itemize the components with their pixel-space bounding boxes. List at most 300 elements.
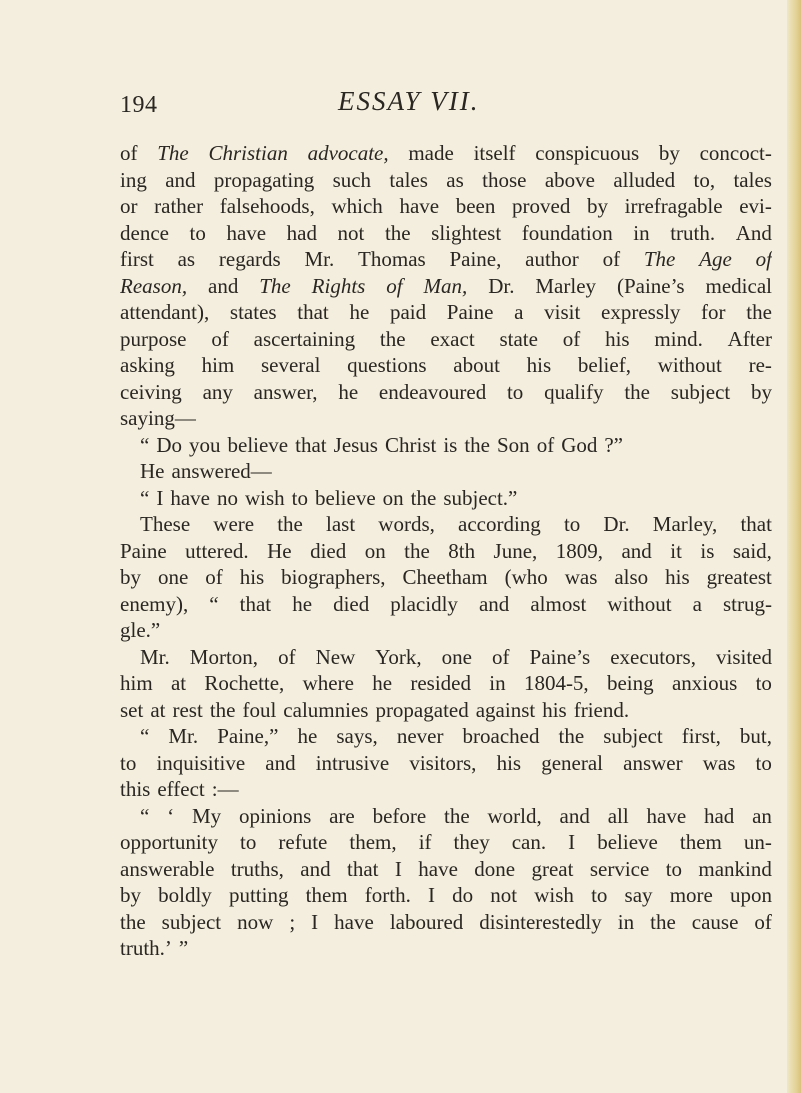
word: ing [120, 167, 147, 192]
word: believe [227, 432, 289, 457]
word: ascertaining [253, 326, 356, 351]
word: mankind [698, 856, 772, 881]
word: effect [157, 777, 205, 801]
word: say [624, 883, 653, 907]
word: his [665, 565, 690, 589]
word: by [658, 141, 680, 165]
word: itself [473, 141, 516, 165]
word: My [191, 803, 222, 828]
word: the [209, 697, 236, 722]
word: Jesus [333, 432, 378, 457]
word: set [120, 697, 144, 722]
text-line [120, 379, 772, 406]
italic-word: The [157, 141, 189, 165]
word: were [213, 512, 255, 536]
word: them, [349, 830, 397, 854]
word: visitors, [409, 750, 477, 775]
word: ceiving [120, 379, 182, 404]
word: he [338, 379, 359, 404]
word: visit [544, 300, 581, 324]
word: of [205, 565, 223, 589]
word: was [702, 750, 736, 775]
word: do [452, 883, 474, 907]
word: gle.” [120, 618, 161, 642]
word: executors, [610, 644, 696, 669]
word: boldly [158, 883, 212, 907]
text-line [120, 432, 772, 459]
word: the [444, 803, 470, 828]
word: the [746, 300, 772, 324]
word: that [239, 591, 272, 616]
word: to [120, 750, 137, 775]
word: 8th [448, 538, 476, 563]
italic-word: of [755, 247, 772, 271]
word: in [633, 220, 650, 245]
word: endeavoured [378, 379, 487, 404]
word: truth. [670, 220, 716, 245]
word: is [443, 432, 458, 457]
word: regards [218, 247, 281, 271]
word: world, [487, 803, 542, 828]
word: his [496, 750, 522, 775]
word: without [607, 591, 672, 616]
word: it [670, 538, 682, 563]
text-line [120, 776, 772, 803]
word: his [526, 353, 552, 377]
word: answer, [253, 379, 318, 404]
word: calumnies [283, 697, 369, 722]
word: states [229, 300, 277, 324]
word: that [297, 300, 329, 324]
word: “ [140, 724, 150, 748]
word: Paine [446, 300, 494, 324]
word: qualify [544, 379, 604, 404]
word: friend. [573, 697, 630, 722]
word: the [624, 379, 650, 404]
word: greatest [706, 565, 772, 589]
word: subject [161, 909, 222, 934]
word: rest [172, 697, 203, 722]
word: a [514, 300, 524, 324]
word: I [568, 830, 576, 854]
word: subject [603, 724, 663, 748]
word: resided [410, 671, 471, 695]
word: I [394, 856, 402, 881]
word: and [265, 750, 296, 775]
word: upon [729, 883, 772, 907]
text-line [120, 935, 772, 962]
word: ‘ [167, 803, 175, 828]
word: “ [209, 591, 219, 616]
word: of [278, 644, 296, 669]
word: he [349, 300, 370, 324]
word: “ [140, 803, 150, 828]
word: that [740, 512, 772, 536]
text-line [120, 617, 772, 644]
word: on [382, 485, 404, 510]
word: Mr. [140, 644, 170, 669]
word: ; [289, 909, 296, 934]
text-line [120, 829, 772, 856]
word: “ [140, 485, 150, 510]
word: “ [140, 432, 150, 457]
word: of [754, 909, 772, 934]
text-line [120, 273, 772, 300]
word: to [291, 485, 309, 510]
word: re- [748, 353, 772, 377]
word: After [727, 326, 772, 351]
word: broached [462, 724, 540, 748]
word: anxious [671, 671, 738, 695]
italic-word: advocate, [307, 141, 389, 165]
word: And [735, 220, 772, 245]
italic-word: of [386, 273, 403, 298]
word: the [277, 512, 303, 536]
word: great [531, 856, 574, 881]
word: 1809, [555, 538, 603, 563]
running-head: ESSAY VII. [338, 86, 480, 116]
text-line [120, 405, 772, 432]
word: to [755, 671, 772, 695]
word: Dr. [488, 273, 515, 298]
text-line [120, 591, 772, 618]
word: was [564, 565, 598, 589]
word: medical [705, 273, 772, 298]
text-line [120, 697, 772, 724]
word: uttered. [185, 538, 249, 563]
word: made [408, 141, 454, 165]
word: strug- [723, 591, 772, 616]
word: and [559, 803, 590, 828]
word: Paine, [449, 247, 502, 271]
italic-word: The [643, 247, 676, 271]
word: intrusive [315, 750, 390, 775]
text-line [120, 670, 772, 697]
word: state [499, 326, 538, 351]
word: Marley [535, 273, 597, 298]
word: answered— [171, 459, 272, 483]
text-line [120, 564, 772, 591]
word: believe [597, 830, 658, 854]
word: of [536, 432, 555, 457]
word: being [606, 671, 654, 695]
word: at [150, 697, 166, 722]
body-text [120, 140, 772, 962]
word: not [337, 220, 365, 245]
word: He [267, 538, 292, 563]
word: concoct- [699, 141, 772, 165]
word: to [591, 883, 608, 907]
word: before [372, 803, 427, 828]
word: the [410, 485, 437, 510]
word: forth. [364, 883, 411, 907]
page-header [120, 86, 770, 120]
text-line [120, 458, 772, 485]
word: done [474, 856, 516, 881]
text-line [120, 140, 772, 167]
word: belief, [577, 353, 631, 377]
italic-word: Christian [208, 141, 288, 165]
word: have [226, 220, 267, 245]
word: of [492, 644, 510, 669]
word: which [331, 194, 383, 218]
word: and [165, 167, 196, 192]
text-line [120, 856, 772, 883]
word: have [334, 909, 374, 934]
word: more [669, 883, 713, 907]
word: I [156, 485, 164, 510]
word: the [650, 909, 676, 934]
word: putting [228, 883, 289, 907]
word: as [177, 247, 196, 271]
text-line [120, 220, 772, 247]
word: to [189, 220, 206, 245]
word: to [563, 512, 581, 536]
text-line [120, 246, 772, 273]
text-line [120, 803, 772, 830]
word: on [364, 538, 386, 563]
word: several [260, 353, 321, 377]
word: refute [278, 830, 328, 854]
word: as [446, 167, 464, 192]
word: author [525, 247, 579, 271]
word: (who [504, 565, 548, 589]
text-line [120, 352, 772, 379]
word: one [441, 644, 472, 669]
word: died [310, 538, 347, 563]
word: irrefragable [624, 194, 723, 218]
word: June, [493, 538, 538, 563]
word: Mr. [304, 247, 335, 271]
word: a [692, 591, 702, 616]
page-number: 194 [120, 92, 158, 118]
word: alluded [613, 167, 676, 192]
word: exact [430, 326, 475, 351]
word: they [453, 830, 490, 854]
word: can. [511, 830, 547, 854]
word: for [701, 300, 726, 324]
word: Paine’s [529, 644, 591, 669]
word: tales [733, 167, 772, 192]
word: have [646, 803, 687, 828]
word: no [216, 485, 238, 510]
word: New [315, 644, 356, 669]
word: he [297, 724, 318, 748]
word: tales [389, 167, 428, 192]
word: Marley, [652, 512, 718, 536]
word: inquisitive [156, 750, 246, 775]
word: the [404, 538, 430, 563]
word: now [237, 909, 274, 934]
word: falsehoods, [219, 194, 315, 218]
word: subject [670, 379, 731, 404]
word: all [607, 803, 629, 828]
word: wish [244, 485, 285, 510]
word: of [120, 141, 138, 165]
word: his [542, 697, 567, 722]
word: have [399, 194, 440, 218]
word: Cheetham [402, 565, 488, 589]
word: that [295, 432, 327, 457]
word: I [427, 883, 435, 907]
word: subject.” [443, 485, 518, 510]
text-line [120, 485, 772, 512]
word: proved [512, 194, 571, 218]
word: or [120, 194, 138, 218]
word: laboured [389, 909, 464, 934]
word: them [305, 883, 348, 907]
word: These [140, 512, 191, 536]
word: he [372, 671, 393, 695]
word: the [120, 909, 146, 934]
word: in [489, 671, 506, 695]
word: his [605, 326, 630, 351]
text-line [120, 882, 772, 909]
word: and [621, 538, 652, 563]
word: :— [211, 777, 239, 801]
word: and [478, 591, 510, 616]
text-line [120, 167, 772, 194]
word: are [329, 803, 355, 828]
word: is [700, 538, 715, 563]
text-line [120, 193, 772, 220]
word: and [208, 273, 239, 298]
word: without [657, 353, 722, 377]
word: him [201, 353, 235, 377]
word: Paine,” [217, 724, 279, 748]
word: where [302, 671, 354, 695]
word: disinterestedly [479, 909, 602, 934]
word: first, [681, 724, 721, 748]
word: that [347, 856, 379, 881]
word: evi- [739, 194, 772, 218]
word: to, [693, 167, 716, 192]
word: this [120, 777, 151, 801]
text-line [120, 538, 772, 565]
word: Morton, [189, 644, 259, 669]
word: to [665, 856, 683, 881]
text-line [120, 511, 772, 538]
word: said, [732, 538, 772, 563]
word: Dr. [603, 512, 630, 536]
word: He [140, 459, 165, 483]
word: one [157, 565, 189, 589]
word: of [602, 247, 621, 271]
word: answer [623, 750, 683, 775]
word: been [455, 194, 496, 218]
page-edge [787, 0, 801, 1093]
word: ” [178, 936, 189, 960]
word: visited [715, 644, 772, 669]
word: almost [530, 591, 587, 616]
word: un- [743, 830, 772, 854]
word: dence [120, 220, 169, 245]
word: the [464, 432, 490, 457]
word: he [292, 591, 313, 616]
word: answerable [120, 856, 215, 881]
word: words, [378, 512, 435, 536]
word: Christ [384, 432, 437, 457]
word: conspicuous [535, 141, 640, 165]
word: you [189, 432, 221, 457]
word: and [300, 856, 331, 881]
word: had [286, 220, 317, 245]
word: to [755, 750, 772, 775]
word: rather [154, 194, 204, 218]
word: at [170, 671, 187, 695]
word: an [752, 803, 772, 828]
word: any [202, 379, 233, 404]
word: believe [315, 485, 376, 510]
word: God [561, 432, 598, 457]
word: 1804-5, [523, 671, 589, 695]
word: biographers, [281, 565, 386, 589]
text-line [120, 723, 772, 750]
word: expressly [601, 300, 681, 324]
text-line [120, 326, 772, 353]
word: Do [156, 432, 182, 457]
word: Son [497, 432, 530, 457]
word: attendant), [120, 300, 210, 324]
word: purpose [120, 326, 187, 351]
word: not [490, 883, 518, 907]
text-line [120, 299, 772, 326]
word: says, [336, 724, 378, 748]
word: slightest [431, 220, 502, 245]
word: them [679, 830, 722, 854]
word: have [170, 485, 210, 510]
word: asking [120, 353, 175, 377]
italic-word: Reason, [120, 273, 188, 298]
word: mind. [654, 326, 703, 351]
italic-word: Rights [311, 273, 366, 298]
word: York, [375, 644, 422, 669]
word: enemy), [120, 591, 189, 616]
word: above [544, 167, 595, 192]
text-line [120, 750, 772, 777]
word: (Paine’s [616, 273, 685, 298]
word: Paine [120, 538, 167, 563]
word: general [541, 750, 603, 775]
word: according [458, 512, 541, 536]
word: by [587, 194, 608, 218]
italic-word: The [259, 273, 291, 298]
word: truth.’ [120, 936, 172, 960]
word: foundation [521, 220, 613, 245]
word: against [475, 697, 536, 722]
word: him [120, 671, 153, 695]
word: last [326, 512, 356, 536]
word: propagating [213, 167, 315, 192]
text-line [120, 644, 772, 671]
word: opportunity [120, 830, 218, 854]
word: cause [691, 909, 739, 934]
italic-word: Age [699, 247, 732, 271]
word: I [311, 909, 319, 934]
word: by [120, 565, 141, 589]
word: also [614, 565, 649, 589]
word: about [453, 353, 500, 377]
word: but, [739, 724, 772, 748]
word: such [332, 167, 372, 192]
word: placidly [390, 591, 458, 616]
word: first [120, 247, 154, 271]
word: truths, [230, 856, 284, 881]
word: propagated [375, 697, 469, 722]
word: in [617, 909, 635, 934]
word: ?” [604, 432, 624, 457]
word: had [703, 803, 735, 828]
